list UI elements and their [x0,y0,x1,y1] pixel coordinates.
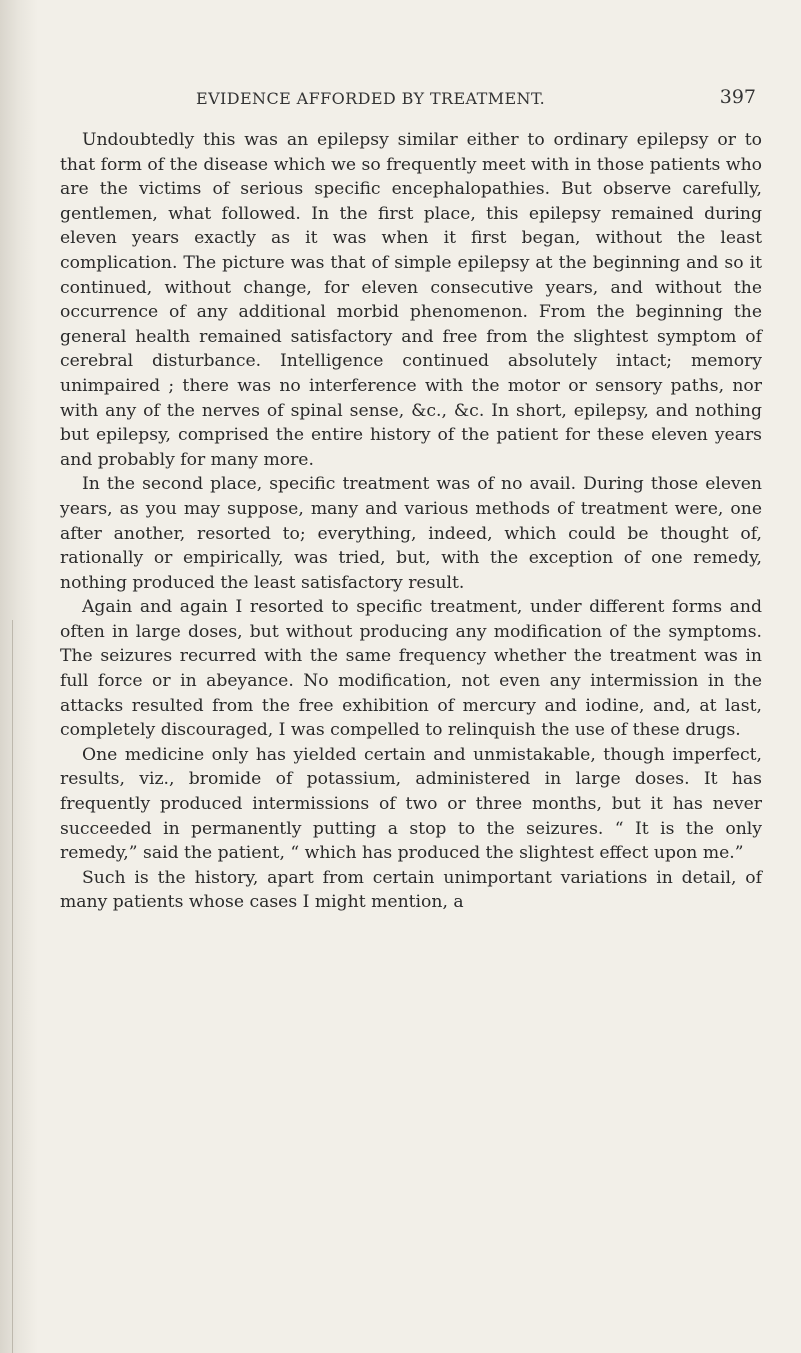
paragraph: In the second place, specific treatment was of no avail. During those eleven years, as you may suppose, many and various methods of treatment were, one after another, resorted to; everything, indeed, which could be thought of, rationally or empirically, was tried, but, with the exception of one remedy, nothing produced the least satisfactory result. [60,474,762,593]
body-text [60,128,762,915]
page-header [196,86,756,112]
paragraph: Such is the history, apart from certain unimportant variations in detail, of many patients whose cases I might mention, a [60,867,762,913]
page-edge-line [12,620,13,1353]
page-number: 397 [719,86,756,108]
paragraph: Undoubtedly this was an epilepsy similar either to ordinary epilepsy or to that form of the disease which we so frequently meet with in those patients who are the victims of serious specific encephalopathies. But observe carefully, gentlemen, what followed. In the first place, this epilepsy remained during eleven years exactly as it was when it first began, without the least complication. The picture was that of simple epilepsy at the beginning and so it continued, without change, for eleven consecutive years, and without the occurrence of any additional morbid phenomenon. From the beginning the general health remained satisfactory and free from the slightest symptom of cerebral disturbance. Intelligence continued absolutely intact; memory unimpaired ; there was no interference with the motor or sensory paths, nor with any of the nerves of spinal sense, &c., &c. In short, epilepsy, and nothing but epilepsy, comprised the entire history of the patient for these eleven years and probably for many more. [60,130,762,470]
paragraph: Again and again I resorted to specific treatment, under different forms and often in large doses, but without producing any modification of the symptoms. The seizures recurred with the same frequency whether the treatment was in full force or in abeyance. No modification, not even any intermission in the attacks resulted from the free exhibition of mercury and iodine, and, at last, completely discouraged, I was compelled to relinquish the use of these drugs. [60,597,762,741]
paragraph: One medicine only has yielded certain and unmistakable, though imperfect, results, viz., bromide of potassium, administered in large doses. It has frequently produced intermissions of two or three months, but it has never succeeded in permanently putting a stop to the seizures. “ It is the only remedy,” said the patient, “ which has produced the slightest effect upon me.” [60,744,762,864]
running-head: EVIDENCE AFFORDED BY TREATMENT. [196,89,546,108]
page-gutter-shadow [0,0,38,1353]
